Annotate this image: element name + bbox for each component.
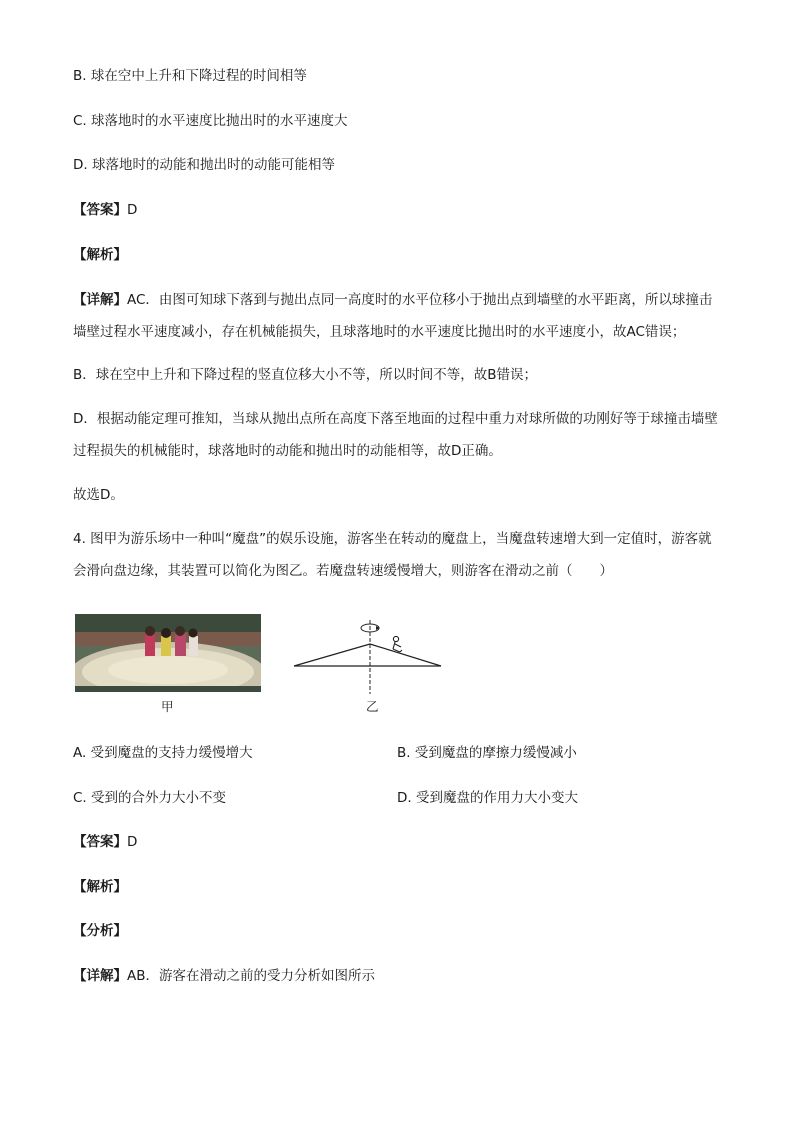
q3-detail-ac: [73, 284, 721, 348]
fig-a-caption: 甲: [161, 699, 174, 714]
q4-option-b: B. 受到魔盘的摩擦力缓慢减小: [397, 745, 577, 761]
q4-analysis-tag: 【解析】: [73, 879, 127, 895]
q3-answer: [73, 200, 137, 220]
q4-option-a: A. 受到魔盘的支持力缓慢增大: [73, 745, 253, 761]
q4-option-c: C. 受到的合外力大小不变: [73, 790, 227, 806]
q4-detail-ab: [73, 966, 375, 986]
q3-detail-d: D．根据动能定理可推知，当球从抛出点所在高度下落至地面的过程中重力对球所做的功刚好等于球撞击墙壁过程损失的机械能时，球落地时的动能和抛出时的动能相等，故D正确。: [73, 411, 718, 459]
q4-analysis2-tag: 【分析】: [73, 923, 127, 939]
fig-b-caption: 乙: [366, 699, 379, 714]
q4-answer: [73, 832, 137, 852]
person-icon: [393, 636, 402, 652]
answer-tag: 【答案】: [73, 202, 127, 218]
magic-disk-photo: [75, 614, 261, 692]
disk-cone-diagram: [290, 614, 445, 694]
q4-stem: 4. 图甲为游乐场中一种叫“魔盘”的娱乐设施，游客坐在转动的魔盘上，当魔盘转速增大到一定值时，游客就会滑向盘边缘，其装置可以简化为图乙。若魔盘转速缓慢增大，则游客在滑动之前（ ）: [73, 531, 712, 579]
detail-tag: 【详解】: [73, 968, 127, 984]
q3-option-c: C. 球落地时的水平速度比抛出时的水平速度大: [73, 113, 348, 129]
q3-detail-b: B．球在空中上升和下降过程的竖直位移大小不等，所以时间不等，故B错误；: [73, 367, 538, 383]
answer-tag: 【答案】: [73, 834, 127, 850]
disk-right-slope: [370, 644, 441, 666]
answer-value: D: [127, 202, 138, 218]
magic-disk-diagram: [290, 614, 445, 694]
q3-option-b: B. 球在空中上升和下降过程的时间相等: [73, 68, 307, 84]
q4-option-d: D. 受到魔盘的作用力大小变大: [397, 790, 578, 806]
disk-left-slope: [294, 644, 370, 666]
q3-option-d: D. 球落地时的动能和抛出时的动能可能相等: [73, 157, 335, 173]
q3-analysis-tag: 【解析】: [73, 247, 127, 263]
detail-ac-text: AC．由图可知球下落到与抛出点同一高度时的水平位移小于抛出点到墙壁的水平距离，所以球撞击墙壁过程水平速度减小，存在机械能损失，且球落地时的水平速度比抛出时的水平速度小，故AC错误；: [73, 292, 713, 340]
magic-disk-photo-drawing: [75, 614, 261, 692]
detail-ab-text: AB．游客在滑动之前的受力分析如图所示: [127, 968, 375, 984]
answer-value: D: [127, 834, 138, 850]
q3-conclusion: 故选D。: [73, 487, 124, 503]
detail-tag: 【详解】: [73, 292, 127, 308]
